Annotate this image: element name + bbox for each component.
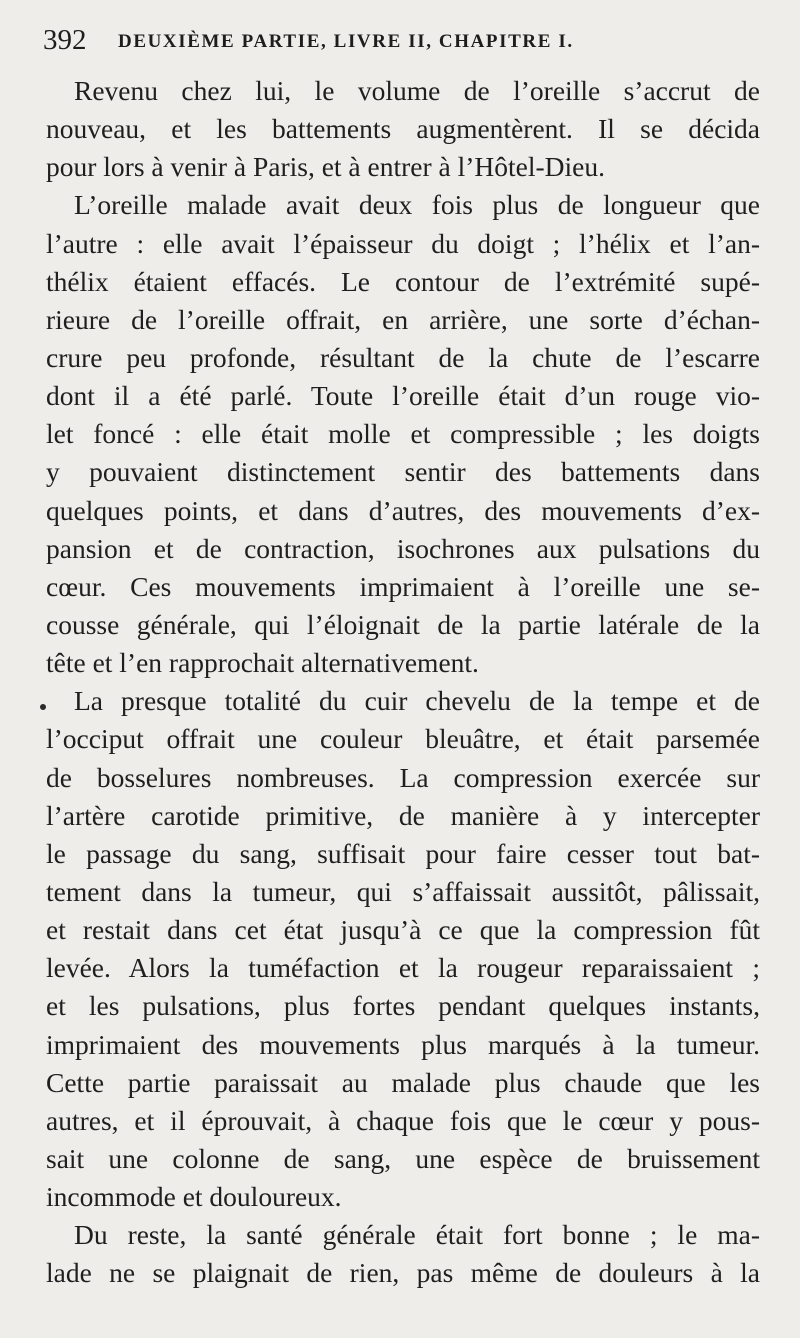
paragraph xyxy=(46,72,760,186)
text-line: pour lors à venir à Paris, et à entrer à l’Hôtel-Dieu. xyxy=(46,151,605,183)
text-line: cousse générale, qui l’éloignait de la partie latérale de la xyxy=(46,608,760,640)
text-line: levée. Alors la tuméfaction et la rougeur reparaissaient ; xyxy=(46,952,760,984)
running-head: DEUXIÈME PARTIE, LIVRE II, CHAPITRE I. xyxy=(118,31,574,52)
text-line: Revenu chez lui, le volume de l’oreille s’accrut de xyxy=(74,75,760,106)
text-line: dont il a été parlé. Toute l’oreille était d’un rouge vio- xyxy=(46,380,760,412)
text-line: lade ne se plaignait de rien, pas même de douleurs à la xyxy=(46,1257,760,1289)
page-number: 392 xyxy=(43,24,87,56)
text-line: y pouvaient distinctement sentir des battements dans xyxy=(46,456,760,488)
text-line: tête et l’en rapprochait alternativement. xyxy=(46,647,479,679)
page-header xyxy=(43,20,763,60)
text-line: et restait dans cet état jusqu’à ce que la compression fût xyxy=(46,914,760,946)
text-line: pansion et de contraction, isochrones aux pulsations du xyxy=(46,532,760,564)
text-line: Du reste, la santé générale était fort bonne ; le ma- xyxy=(74,1219,760,1251)
text-line: quelques points, et dans d’autres, des mouvements d’ex- xyxy=(46,494,760,526)
paragraph xyxy=(46,682,760,1216)
body-text xyxy=(46,72,760,1293)
text-line: rieure de l’oreille offrait, en arrière, une sorte d’échan- xyxy=(46,303,760,335)
paragraph xyxy=(46,186,760,682)
text-line: Cette partie paraissait au malade plus chaude que les xyxy=(46,1066,760,1098)
text-line: et les pulsations, plus fortes pendant quelques instants, xyxy=(46,990,760,1022)
text-line: nouveau, et les battements augmentèrent. Il se décida xyxy=(46,113,760,145)
paragraph xyxy=(46,1216,760,1292)
text-line: l’artère carotide primitive, de manière à y intercepter xyxy=(46,799,760,831)
text-line: incommode et douloureux. xyxy=(46,1181,342,1213)
text-line: le passage du sang, suffisait pour faire cesser tout bat- xyxy=(46,837,760,869)
text-line: let foncé : elle était molle et compressible ; les doigts xyxy=(46,418,760,450)
text-line: thélix étaient effacés. Le contour de l’extrémité supé- xyxy=(46,265,760,297)
text-line: crure peu profonde, résultant de la chute de l’escarre xyxy=(46,341,760,373)
text-line: autres, et il éprouvait, à chaque fois que le cœur y pous- xyxy=(46,1104,760,1136)
text-line: de bosselures nombreuses. La compression exercée sur xyxy=(46,761,760,793)
text-line: La presque totalité du cuir chevelu de la tempe et de xyxy=(74,685,760,717)
text-line: l’occiput offrait une couleur bleuâtre, et était parsemée xyxy=(46,723,760,755)
text-line: cœur. Ces mouvements imprimaient à l’oreille une se- xyxy=(46,570,760,602)
text-line: L’oreille malade avait deux fois plus de longueur que xyxy=(74,189,760,221)
text-line: sait une colonne de sang, une espèce de bruissement xyxy=(46,1142,760,1174)
text-line: imprimaient des mouvements plus marqués à la tumeur. xyxy=(46,1028,760,1060)
text-line: tement dans la tumeur, qui s’affaissait aussitôt, pâlissait, xyxy=(46,875,760,907)
text-line: l’autre : elle avait l’épaisseur du doigt ; l’hélix et l’an- xyxy=(46,227,760,259)
